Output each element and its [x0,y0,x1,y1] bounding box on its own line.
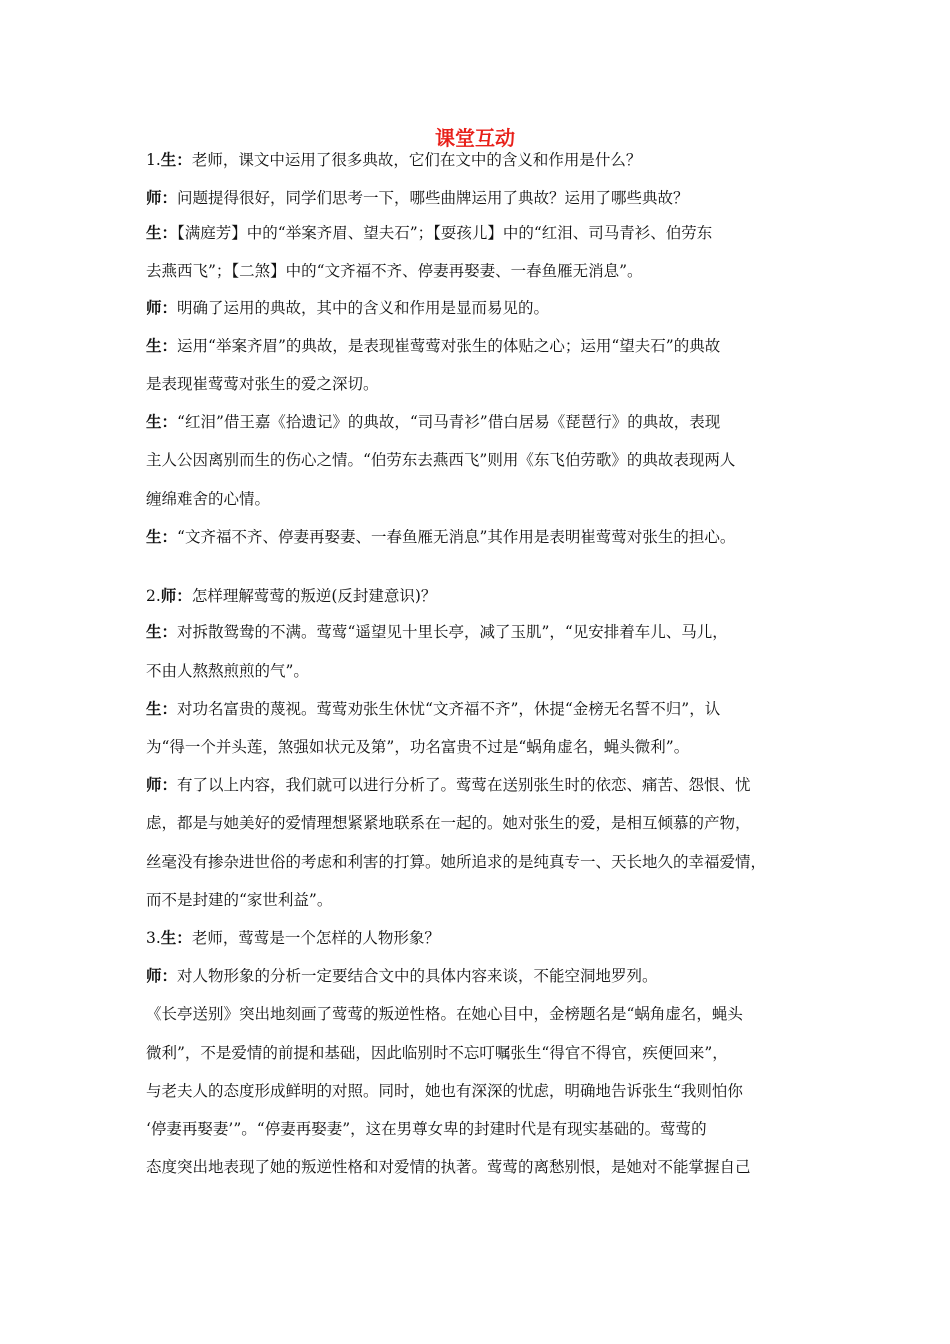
line-text: ‘停妻再娶妻’”。“停妻再娶妻”，这在男尊女卑的封建时代是有现实基础的。莺莺的 [146,1120,707,1138]
text-line [146,1157,816,1177]
text-line [146,261,816,281]
line-text: 问题提得很好，同学们思考一下，哪些曲牌运用了典故？运用了哪些典故？ [177,189,689,207]
text-line [146,1119,816,1139]
text-line [146,852,816,872]
line-text: 与老夫人的态度形成鲜明的对照。同时，她也有深深的忧虑，明确地告诉张生“我则怕你 [146,1082,743,1100]
item-number: 2. [146,587,161,605]
page-title: 课堂互动 [435,126,515,150]
text-line [146,966,816,986]
line-text: 对拆散鸳鸯的不满。莺莺“遥望见十里长亭，减了玉肌”，“见安排着车儿、马儿， [177,623,728,641]
text-line [146,450,816,470]
text-line [146,661,816,681]
line-text: 缠绵难舍的心情。 [146,490,271,508]
speaker-label: 师： [160,586,192,605]
line-text: 《长亭送别》突出地刻画了莺莺的叛逆性格。在她心目中，金榜题名是“蜗角虚名，蝇头 [146,1005,743,1023]
line-text: 对功名富贵的蔑视。莺莺劝张生休忧“文齐福不齐”，休提“金榜无名誓不归”，认 [177,700,721,718]
line-text: “文齐福不齐、停妻再娶妻、一春鱼雁无消息”其作用是表明崔莺莺对张生的担心。 [177,528,736,546]
speaker-label: 生： [146,527,178,546]
text-line [146,412,816,432]
speaker-label: 生： [160,150,192,169]
line-text: 而不是封建的“家世利益”。 [146,891,333,909]
speaker-label: 生： [146,412,178,431]
line-text: “红泪”借王嘉《拾遗记》的典故，“司马青衫”借白居易《琵琶行》的典故，表现 [177,413,721,431]
line-text: 微利”，不是爱情的前提和基础，因此临别时不忘叮嘱张生“得官不得官，疾便回来”， [146,1044,728,1062]
line-text: 怎样理解莺莺的叛逆(反封建意识)？ [191,587,437,605]
text-line [146,223,816,243]
item-number: 1. [146,151,161,169]
text-line [146,775,816,795]
line-text: 运用“举案齐眉”的典故，是表现崔莺莺对张生的体贴之心；运用“望夫石”的典故 [177,337,721,355]
text-line [146,928,816,948]
text-line [146,622,816,642]
speaker-label: 生： [146,223,178,242]
text-line [146,150,816,170]
line-text: 主人公因离别而生的伤心之情。“伯劳东去燕西飞”则用《东飞伯劳歌》的典故表现两人 [146,451,736,469]
text-line [146,1043,816,1063]
line-text: 是表现崔莺莺对张生的爱之深切。 [146,375,379,393]
line-text: 对人物形象的分析一定要结合文中的具体内容来谈，不能空洞地罗列。 [177,967,658,985]
line-text: 不由人熬熬煎煎的气”。 [146,662,309,680]
text-line [146,489,816,509]
speaker-label: 师： [146,966,178,985]
text-line [146,1081,816,1101]
line-text: 老师，莺莺是一个怎样的人物形象？ [191,929,440,947]
speaker-label: 师： [146,775,178,794]
line-text: 明确了运用的典故，其中的含义和作用是显而易见的。 [177,299,550,317]
text-line [146,527,816,547]
text-line [146,374,816,394]
text-line [146,813,816,833]
line-text: 【满庭芳】中的“举案齐眉、望夫石”；【耍孩儿】中的“红泪、司马青衫、伯劳东 [177,224,713,242]
line-text: 去燕西飞”；【二煞】中的“文齐福不齐、停妻再娶妻、一春鱼雁无消息”。 [146,262,643,280]
text-line [146,336,816,356]
speaker-label: 生： [160,928,192,947]
line-text: 虑，都是与她美好的爱情理想紧紧地联系在一起的。她对张生的爱，是相互倾慕的产物， [146,814,751,832]
line-text: 有了以上内容，我们就可以进行分析了。莺莺在送别张生时的依恋、痛苦、怨恨、忧 [177,776,751,794]
text-line [146,890,816,910]
speaker-label: 生： [146,699,178,718]
text-line [146,737,816,757]
speaker-label: 生： [146,336,178,355]
text-line [146,1004,816,1024]
line-text: 老师，课文中运用了很多典故，它们在文中的含义和作用是什么？ [191,151,642,169]
speaker-label: 师： [146,188,178,207]
text-line [146,699,816,719]
line-text: 态度突出地表现了她的叛逆性格和对爱情的执著。莺莺的离愁别恨，是她对不能掌握自己 [146,1158,751,1176]
speaker-label: 生： [146,622,178,641]
item-number: 3. [146,929,161,947]
text-line [146,188,816,208]
text-line [146,586,816,606]
speaker-label: 师： [146,298,178,317]
text-line [146,298,816,318]
line-text: 丝毫没有掺杂进世俗的考虑和利害的打算。她所追求的是纯真专一、天长地久的幸福爱情， [146,853,767,871]
line-text: 为“得一个并头莲，煞强如状元及第”，功名富贵不过是“蜗角虚名，蝇头微利”。 [146,738,690,756]
